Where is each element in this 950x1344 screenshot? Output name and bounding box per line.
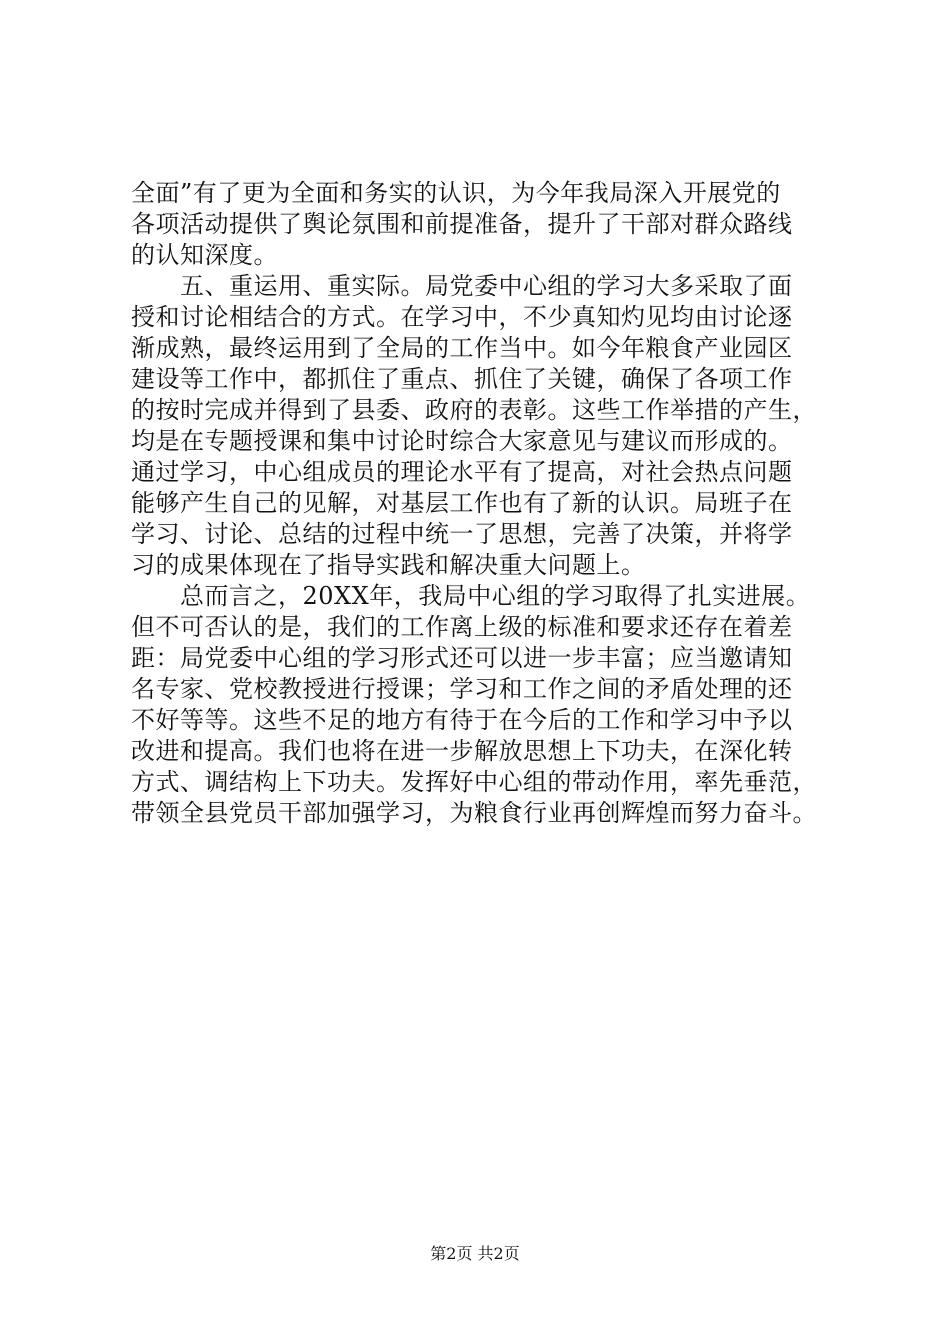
text-line: 渐成熟，最终运用到了全局的工作当中。如今年粮食产业园区 — [131, 334, 793, 362]
text-line: 均是在专题授课和集中讨论时综合大家意见与建议而形成的。 — [131, 427, 793, 455]
text-line: 通过学习，中心组成员的理论水平有了提高，对社会热点问题 — [131, 458, 793, 486]
text-line: 建设等工作中，都抓住了重点、抓住了关键，确保了各项工作 — [131, 365, 793, 393]
text-line: 全面”有了更为全面和务实的认识，为今年我局深入开展党的 — [131, 179, 781, 207]
text-line: 但不可否认的是，我们的工作离上级的标准和要求还存在着差 — [131, 613, 793, 641]
text-line: 不好等等。这些不足的地方有待于在今后的工作和学习中予以 — [131, 706, 793, 734]
text-line: 的认知深度。 — [131, 241, 278, 269]
text-line: 方式、调结构上下功夫。发挥好中心组的带动作用，率先垂范， — [131, 768, 817, 796]
text-line: 能够产生自己的见解，对基层工作也有了新的认识。局班子在 — [131, 489, 793, 517]
text-line: 各项活动提供了舆论氛围和前提准备，提升了干部对群众路线 — [131, 210, 793, 238]
text-line: 五、重运用、重实际。局党委中心组的学习大多采取了面 — [131, 272, 793, 300]
document-body — [131, 178, 851, 829]
text-line: 授和讨论相结合的方式。在学习中，不少真知灼见均由讨论逐 — [131, 303, 793, 331]
page-number-footer: 第2页 共2页 — [430, 1244, 520, 1263]
text-line: 距：局党委中心组的学习形式还可以进一步丰富；应当邀请知 — [131, 644, 793, 672]
text-line: 改进和提高。我们也将在进一步解放思想上下功夫，在深化转 — [131, 737, 793, 765]
text-line: 带领全县党员干部加强学习，为粮食行业再创辉煌而努力奋斗。 — [131, 799, 817, 827]
text-line: 的按时完成并得到了县委、政府的表彰。这些工作举措的产生， — [131, 396, 817, 424]
text-line: 名专家、党校教授进行授课；学习和工作之间的矛盾处理的还 — [131, 675, 793, 703]
text-line: 学习、讨论、总结的过程中统一了思想，完善了决策，并将学 — [131, 520, 793, 548]
text-line: 总而言之，20XX年，我局中心组的学习取得了扎实进展。 — [131, 582, 811, 610]
text-line: 习的成果体现在了指导实践和解决重大问题上。 — [131, 551, 646, 579]
